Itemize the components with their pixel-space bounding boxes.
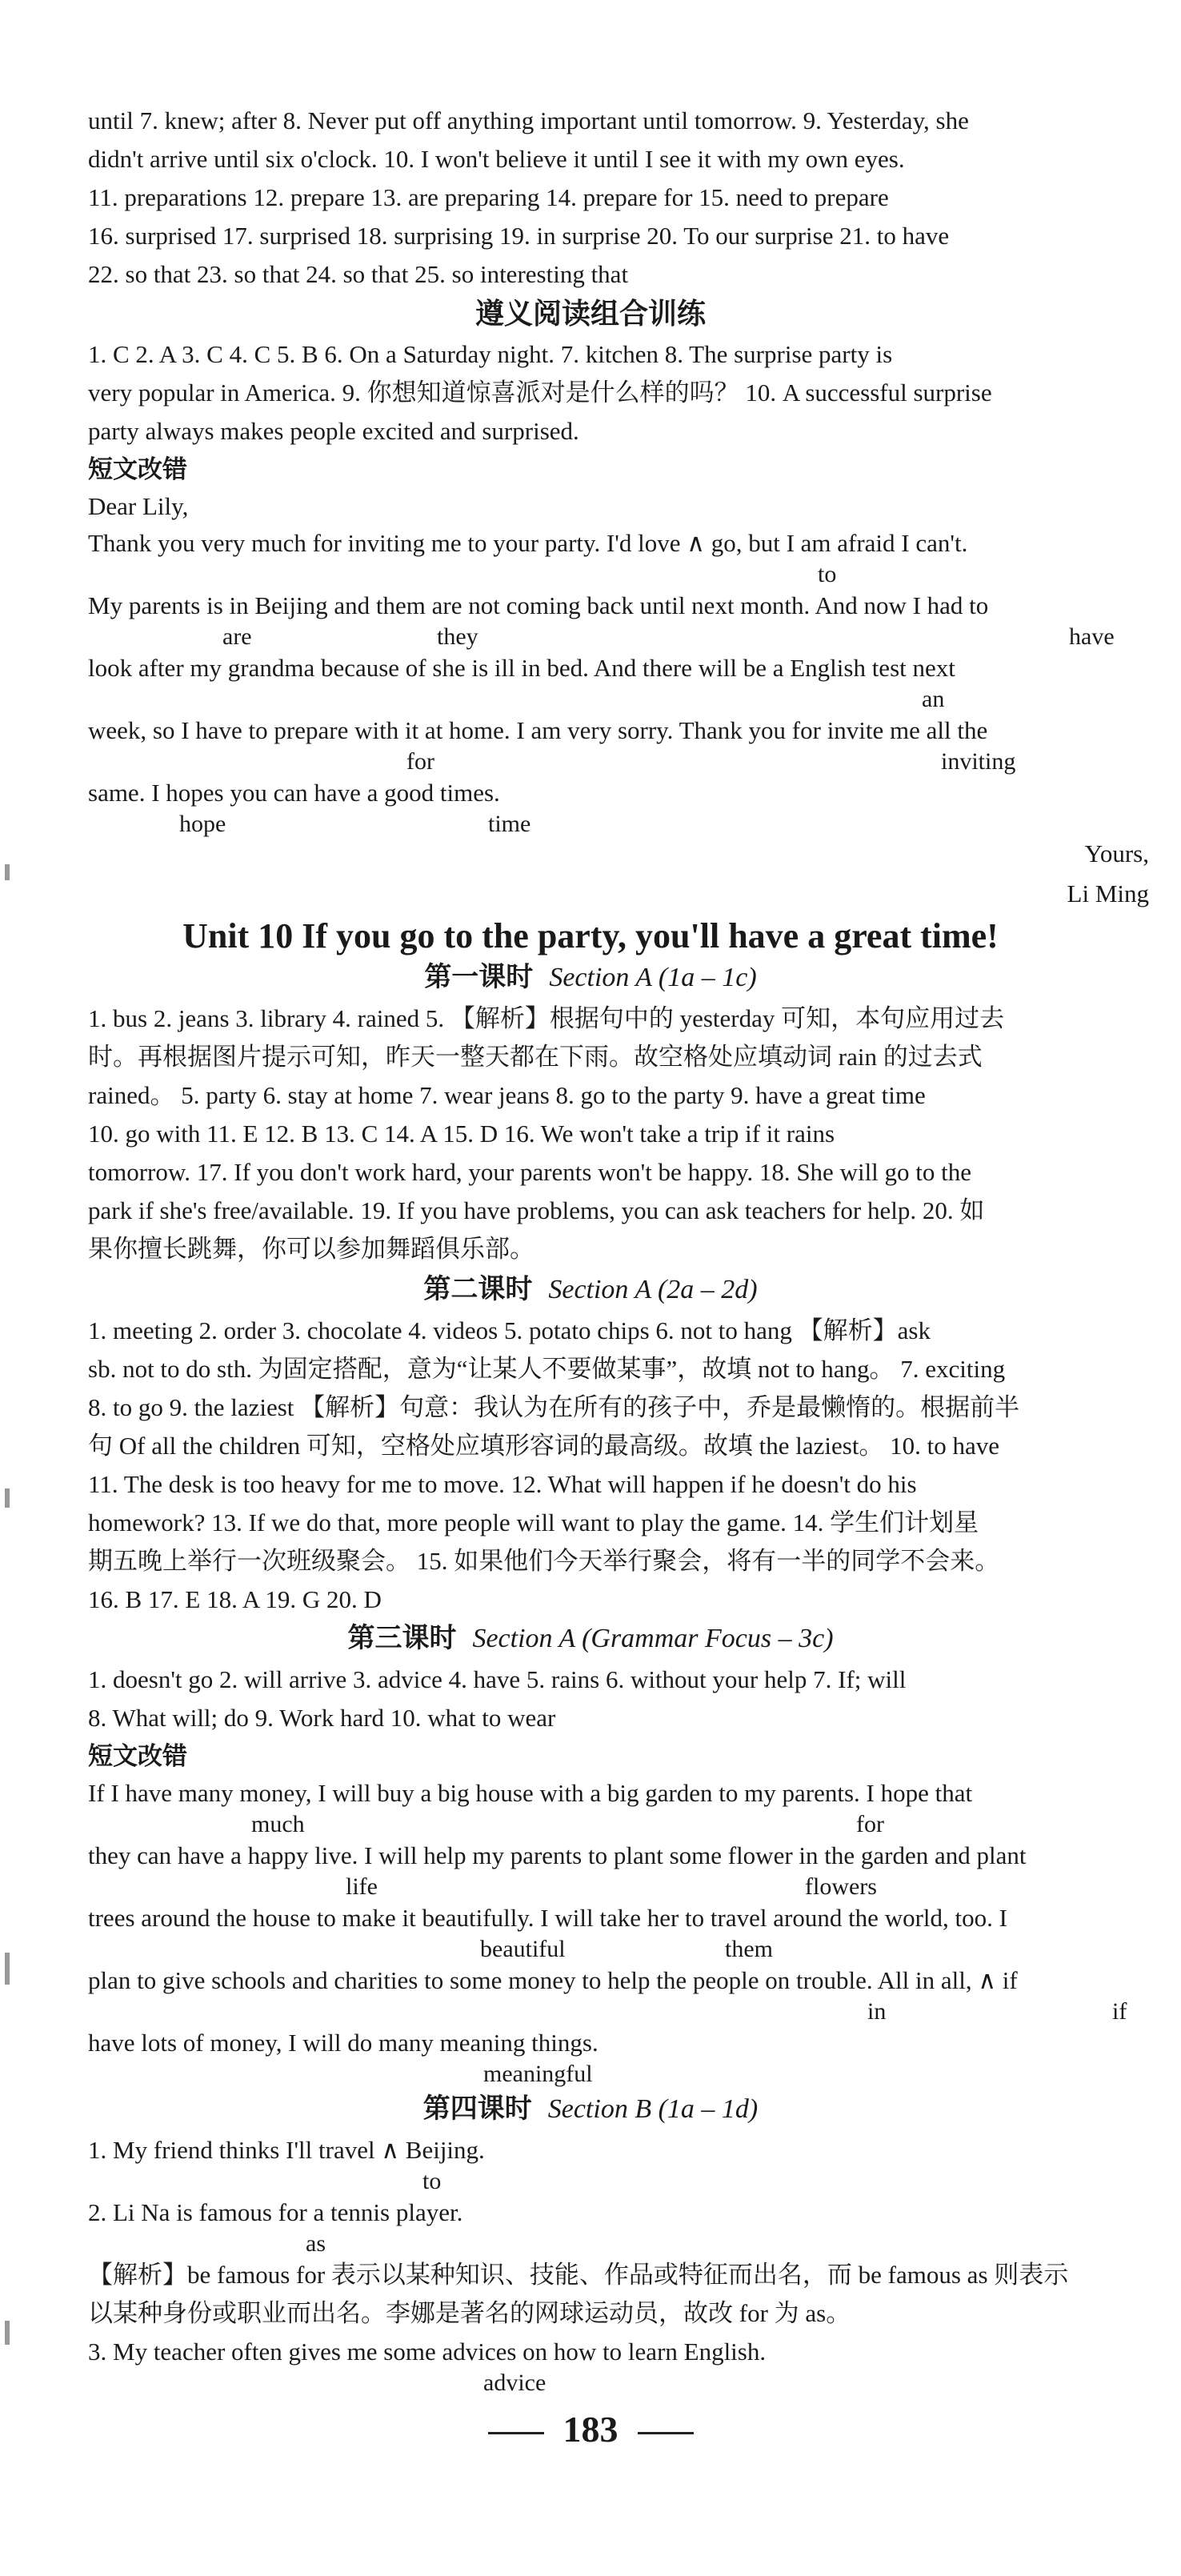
correction-word: for — [406, 748, 434, 775]
answer-line: 句 Of all the children 可知，空格处应填形容词的最高级。故填 the laziest。 10. to have — [88, 1432, 1000, 1460]
unit-title: Unit 10 If you go to the party, you'll have a great time! — [182, 916, 999, 955]
answer-line: 2. Li Na is famous for a tennis player. — [88, 2198, 463, 2226]
answer-line: 22. so that 23. so that 24. so that 25. so interesting that — [88, 260, 629, 288]
letter-line: week, so I have to prepare with it at home. I am very sorry. Thank you for invite me all the — [88, 716, 988, 744]
page-number-text: 183 — [562, 2409, 619, 2450]
answer-line: very popular in America. 9. 你想知道惊喜派对是什么样的吗？ 10. A successful surprise — [88, 379, 992, 407]
passage-line: If I have many money, I will buy a big house with a big garden to my parents. I hope that — [88, 1779, 973, 1807]
lesson-heading — [0, 1272, 1181, 1308]
scan-margin-mark — [5, 864, 10, 880]
correction-word: to — [818, 561, 837, 587]
correction-word: inviting — [941, 748, 1016, 775]
answer-line: rained。 5. party 6. stay at home 7. wear jeans 8. go to the party 9. have a great time — [88, 1081, 926, 1109]
lesson-heading-cn: 第三课时 — [347, 1624, 457, 1653]
lesson-heading-cn: 第四课时 — [422, 2094, 532, 2124]
lesson-heading-en: Section A (2a – 2d) — [548, 1275, 758, 1304]
answer-line: 1. doesn't go 2. will arrive 3. advice 4. have 5. rains 6. without your help 7. If; will — [88, 1665, 907, 1693]
answer-line: party always makes people excited and surprised. — [88, 417, 579, 445]
answer-line: 16. B 17. E 18. A 19. G 20. D — [88, 1585, 382, 1613]
answer-line: homework? 13. If we do that, more people will want to play the game. 14. 学生们计划星 — [88, 1508, 979, 1536]
correction-word: an — [922, 686, 945, 712]
lesson-heading — [0, 1621, 1181, 1657]
answer-line: park if she's free/available. 19. If you have problems, you can ask teachers for help. 20. 如 — [88, 1196, 985, 1224]
answer-line: 8. to go 9. the laziest 【解析】句意：我认为在所有的孩子中，乔是最懒惰的。根据前半 — [88, 1393, 1020, 1421]
letter-salutation: Dear Lily, — [88, 492, 189, 520]
error-correction-label: 短文改错 — [88, 1742, 187, 1770]
answer-line: 16. surprised 17. surprised 18. surprising 19. in surprise 20. To our surprise 21. to have — [88, 222, 950, 250]
answer-line: 期五晚上举行一次班级聚会。 15. 如果他们今天举行聚会，将有一半的同学不会来。 — [88, 1547, 1000, 1575]
answer-line: 【解析】be famous for 表示以某种知识、技能、作品或特征而出名，而 be famous as 则表示 — [88, 2261, 1069, 2289]
correction-word: hope — [179, 811, 226, 837]
answer-line: 果你擅长跳舞，你可以参加舞蹈俱乐部。 — [88, 1235, 534, 1263]
correction-word: are — [222, 623, 252, 650]
lesson-heading-en: Section B (1a – 1d) — [547, 2094, 759, 2124]
correction-word: meaningful — [483, 2061, 593, 2087]
letter-line: same. I hopes you can have a good times. — [88, 779, 500, 807]
page-number-dash — [488, 2432, 544, 2434]
answer-line: 3. My teacher often gives me some advices on how to learn English. — [88, 2338, 767, 2366]
correction-word: in — [867, 1998, 887, 2025]
answer-line: until 7. knew; after 8. Never put off anything important until tomorrow. 9. Yesterday, she — [88, 106, 969, 134]
answer-line: 1. meeting 2. order 3. chocolate 4. videos 5. potato chips 6. not to hang 【解析】ask — [88, 1316, 931, 1344]
correction-word: if — [1112, 1998, 1127, 2025]
letter-line: look after my grandma because of she is ill in bed. And there will be a English test next — [88, 654, 955, 682]
passage-line: plan to give schools and charities to some money to help the people on trouble. All in all, ∧ if — [88, 1966, 1018, 1994]
correction-word: as — [306, 2230, 326, 2257]
correction-word: life — [346, 1873, 378, 1900]
correction-word: much — [251, 1811, 305, 1837]
scan-margin-mark — [5, 2321, 10, 2345]
letter-line: Thank you very much for inviting me to your party. I'd love ∧ go, but I am afraid I can't. — [88, 529, 968, 557]
answer-line: 以某种身份或职业而出名。李娜是著名的网球运动员，故改 for 为 as。 — [88, 2299, 851, 2327]
answer-line: sb. not to do sth. 为固定搭配，意为“让某人不要做某事”，故填 not to hang。 7. exciting — [88, 1355, 1006, 1383]
page-number — [0, 2406, 1181, 2454]
letter-closing: Yours, — [1084, 839, 1149, 867]
passage-line: have lots of money, I will do many meaning things. — [88, 2029, 599, 2057]
correction-word: to — [422, 2168, 442, 2194]
reading-section-heading: 遵义阅读组合训练 — [474, 298, 706, 330]
correction-word: beautiful — [480, 1936, 566, 1962]
letter-line: My parents is in Beijing and them are not coming back until next month. And now I had to — [88, 591, 989, 619]
answer-line: didn't arrive until six o'clock. 10. I won't believe it until I see it with my own eyes. — [88, 145, 905, 173]
scan-margin-mark — [5, 1953, 10, 1985]
correction-word: them — [725, 1936, 773, 1962]
answer-line: 1. bus 2. jeans 3. library 4. rained 5. 【解析】根据句中的 yesterday 可知，本句应用过去 — [88, 1004, 1005, 1032]
answer-line: 10. go with 11. E 12. B 13. C 14. A 15. D 16. We won't take a trip if it rains — [88, 1120, 835, 1148]
passage-line: they can have a happy live. I will help my parents to plant some flower in the garden and plant — [88, 1841, 1027, 1869]
answer-line: 11. preparations 12. prepare 13. are preparing 14. prepare for 15. need to prepare — [88, 183, 889, 211]
correction-word: have — [1069, 623, 1115, 650]
answer-line: 11. The desk is too heavy for me to move. 12. What will happen if he doesn't do his — [88, 1470, 917, 1498]
answer-line: 8. What will; do 9. Work hard 10. what to wear — [88, 1704, 556, 1732]
correction-word: advice — [483, 2370, 546, 2396]
lesson-heading-en: Section A (1a – 1c) — [549, 963, 757, 992]
correction-word: for — [856, 1811, 884, 1837]
lesson-heading-en: Section A (Grammar Focus – 3c) — [472, 1624, 834, 1653]
lesson-heading — [0, 2092, 1181, 2127]
scan-margin-mark — [5, 1488, 10, 1508]
correction-word: time — [488, 811, 531, 837]
lesson-heading-cn: 第二课时 — [423, 1275, 533, 1304]
correction-word: they — [437, 623, 478, 650]
page-number-dash — [638, 2432, 694, 2434]
lesson-heading-cn: 第一课时 — [424, 963, 534, 992]
correction-word: flowers — [805, 1873, 877, 1900]
answer-line: 1. C 2. A 3. C 4. C 5. B 6. On a Saturday night. 7. kitchen 8. The surprise party is — [88, 340, 893, 368]
error-correction-label: 短文改错 — [88, 455, 187, 483]
lesson-heading — [0, 960, 1181, 996]
answer-line: tomorrow. 17. If you don't work hard, your parents won't be happy. 18. She will go to the — [88, 1158, 972, 1186]
passage-line: trees around the house to make it beautifully. I will take her to travel around the world, too. I — [88, 1904, 1007, 1932]
answer-line: 1. My friend thinks I'll travel ∧ Beijing. — [88, 2136, 485, 2164]
answer-line: 时。再根据图片提示可知，昨天一整天都在下雨。故空格处应填动词 rain 的过去式 — [88, 1043, 983, 1071]
letter-signature: Li Ming — [1067, 879, 1149, 907]
